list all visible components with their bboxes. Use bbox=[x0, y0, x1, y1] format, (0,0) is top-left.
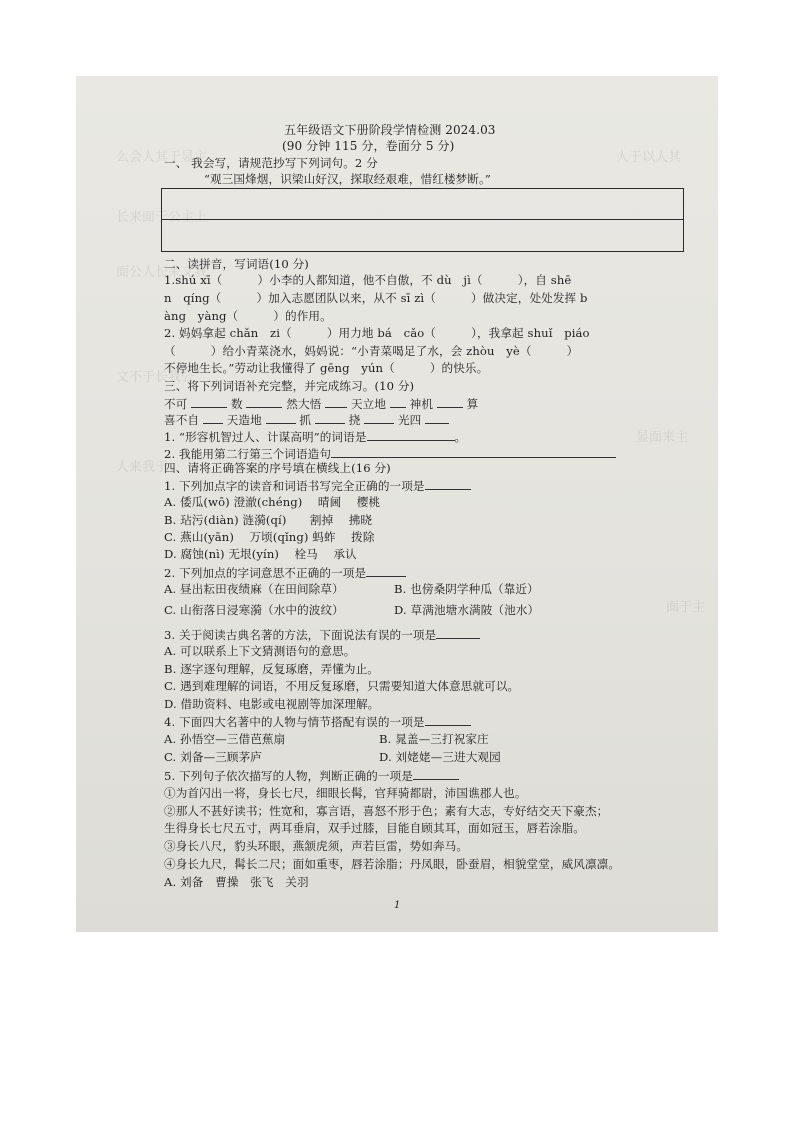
question-text: 1. “形容机智过人、计谋高明”的词语是 bbox=[164, 430, 367, 444]
pinyin-line: àng yàng（ ）的作用。 bbox=[164, 309, 332, 323]
option-item[interactable]: B. 晁盖—三打祝家庄 bbox=[379, 732, 489, 746]
question-text: 4. 下面四大名著中的人物与情节搭配有误的一项是 bbox=[164, 715, 425, 729]
idiom-fragment: 天造地 bbox=[226, 413, 262, 427]
page-number: 1 bbox=[394, 900, 401, 911]
passage-line: ④身长九尺，髯长二尺；面如重枣，唇若涂脂；丹凤眼，卧蚕眉，相貌堂堂，威风凛凛。 bbox=[164, 857, 621, 871]
bleed-through-text: 文不于长我公 bbox=[116, 370, 195, 385]
copy-writing-box[interactable] bbox=[161, 188, 684, 252]
answer-blank[interactable] bbox=[203, 412, 223, 424]
option-item[interactable]: D. 刘姥姥—三进大观园 bbox=[379, 750, 501, 764]
option-item[interactable]: A. 倭瓜(wō) 澄澈(chéng) 晴阃 樱桃 bbox=[164, 495, 381, 509]
section1-quote: “观三国烽烟，识梁山好汉，探取经艰难，惜红楼梦断。” bbox=[204, 172, 491, 186]
option-item[interactable]: A. 可以联系上下文猜测语句的意思。 bbox=[164, 644, 356, 658]
idiom-fragment: 算 bbox=[466, 397, 479, 411]
question-stem bbox=[164, 478, 471, 493]
idiom-fragment: 数 bbox=[230, 397, 243, 411]
answer-blank[interactable] bbox=[266, 412, 296, 424]
idiom-row-2 bbox=[164, 412, 449, 427]
idiom-fragment: 神机 bbox=[409, 397, 434, 411]
bleed-through-text: 面于主 bbox=[666, 600, 706, 615]
answer-blank[interactable] bbox=[436, 627, 480, 639]
option-item[interactable]: C. 燕山(yān) 万顷(qǐng) 蚂蚱 拨除 bbox=[164, 530, 375, 544]
option-item[interactable]: B. 也傍桑阴学种瓜（靠近） bbox=[394, 582, 539, 596]
answer-blank[interactable] bbox=[425, 412, 449, 424]
answer-blank[interactable] bbox=[246, 396, 282, 408]
answer-blank[interactable] bbox=[191, 396, 227, 408]
option-item[interactable]: D. 腐蚀(nì) 无垠(yín) 栓马 承认 bbox=[164, 547, 357, 561]
question-text: 5. 下列句子依次描写的人物，判断正确的一项是 bbox=[164, 769, 413, 783]
question-text: 2. 下列加点的字词意思不正确的一项是 bbox=[164, 566, 367, 580]
answer-blank[interactable] bbox=[367, 429, 455, 441]
answer-blank[interactable] bbox=[366, 565, 406, 577]
pinyin-line: （ ）给小青菜浇水，妈妈说：“小青菜喝足了水，会 zhòu yè（ ） bbox=[164, 344, 579, 358]
idiom-row-1 bbox=[164, 396, 478, 411]
answer-blank[interactable] bbox=[331, 446, 616, 458]
answer-blank[interactable] bbox=[364, 412, 394, 424]
bleed-through-text: 人于以人其 bbox=[616, 150, 682, 165]
question-text: 2. 我能用第二行第三个词语造句 bbox=[164, 447, 332, 461]
idiom-fragment: 不可 bbox=[164, 397, 188, 411]
answer-blank[interactable] bbox=[413, 768, 459, 780]
bleed-through-text: 显面来主 bbox=[636, 430, 689, 445]
pinyin-line: 2. 妈妈拿起 chǎn zi（ ）用力地 bá cǎo（ ），我拿起 shuǐ piáo bbox=[164, 326, 590, 340]
passage-line: ①为首闪出一将，身长七尺，细眼长髯，官拜骑都尉，沛国谯郡人也。 bbox=[164, 786, 527, 800]
option-item[interactable]: A. 刘备 曹操 张飞 关羽 bbox=[164, 875, 309, 889]
option-item[interactable]: A. 昼出耘田夜绩麻（在田间除草） bbox=[164, 582, 344, 596]
answer-blank[interactable] bbox=[390, 396, 406, 408]
answer-blank[interactable] bbox=[325, 396, 347, 408]
question-text: 1. 下列加点字的读音和词语书写完全正确的一项是 bbox=[164, 479, 425, 493]
answer-blank[interactable] bbox=[425, 714, 471, 726]
idiom-fragment: 然大悟 bbox=[286, 397, 322, 411]
section2-heading: 二、读拼音，写词语(10 分) bbox=[164, 257, 309, 271]
passage-line: ②那人不甚好读书；性宽和，寡言语，喜怒不形于色；素有大志，专好结交天下豪杰； bbox=[164, 804, 609, 818]
section3-question-2 bbox=[164, 446, 616, 461]
copy-box-midline bbox=[162, 219, 683, 220]
section1-heading: 一、 我会写，请规范抄写下列词句。2 分 bbox=[164, 156, 378, 170]
answer-blank[interactable] bbox=[425, 478, 471, 490]
exam-title: 五年级语文下册阶段学情检测 2024.03 bbox=[284, 123, 496, 137]
answer-blank[interactable] bbox=[315, 412, 345, 424]
exam-paper-photo bbox=[76, 76, 718, 932]
section3-heading: 三、将下列词语补充完整，并完成练习。(10 分) bbox=[164, 379, 415, 393]
pinyin-line: 不停地生长。”劳动让我懂得了 gēng yún（ ）的快乐。 bbox=[164, 361, 489, 375]
question-stem bbox=[164, 565, 406, 580]
section3-question-1: 1. “形容机智过人、计谋高明”的词语是 。 bbox=[164, 430, 467, 444]
bleed-through-text: 么会人其于显主 bbox=[116, 150, 208, 165]
option-item[interactable]: C. 遇到难理解的词语，不用反复琢磨，只需要知道大体意思就可以。 bbox=[164, 679, 520, 693]
option-item[interactable]: A. 孙悟空—三借芭蕉扇 bbox=[164, 732, 286, 746]
option-item[interactable]: D. 草满池塘水满陂（池水） bbox=[394, 603, 540, 617]
bleed-through-text: 长来面于公主上 bbox=[116, 210, 208, 225]
pinyin-line: 1.shú xī（ ）小李的人都知道，他不自傲，不 dù jì（ ），自 shē bbox=[164, 273, 572, 287]
question-stem bbox=[164, 768, 459, 783]
option-item[interactable]: B. 逐字逐句理解，反复琢磨，弄懂为止。 bbox=[164, 662, 379, 676]
question-text: 3. 关于阅读古典名著的方法，下面说法有误的一项是 bbox=[164, 628, 437, 642]
passage-line: 生得身长七尺五寸，两耳垂肩，双手过膝，目能自顾其耳，面如冠玉，唇若涂脂。 bbox=[164, 821, 585, 835]
question-stem bbox=[164, 714, 471, 729]
idiom-fragment: 喜不自 bbox=[164, 413, 200, 427]
pinyin-line: n qíng（ ）加入志愿团队以来，从不 sī zì（ ）做决定，处处发挥 b bbox=[164, 291, 588, 305]
idiom-fragment: 挠 bbox=[348, 413, 361, 427]
option-item[interactable]: D. 借助资料、电影或电视剧等加深理解。 bbox=[164, 697, 380, 711]
idiom-fragment: 天立地 bbox=[350, 397, 387, 411]
question-stem bbox=[164, 627, 480, 642]
answer-blank[interactable] bbox=[437, 396, 463, 408]
passage-line: ③身长八尺，豹头环眼，燕颔虎须，声若巨雷，势如奔马。 bbox=[164, 839, 469, 853]
option-item[interactable]: C. 山衔落日浸寒漪（水中的波纹） bbox=[164, 603, 344, 617]
option-item[interactable]: C. 刘备—三顾茅庐 bbox=[164, 750, 262, 764]
bleed-through-text: 面公人长来文我 bbox=[116, 265, 208, 280]
option-item[interactable]: B. 玷污(diàn) 涟漪(qí) 割掉 拂晓 bbox=[164, 513, 373, 527]
section4-heading: 四、请将正确答案的序号填在横线上(16 分) bbox=[164, 461, 391, 475]
idiom-fragment: 光四 bbox=[397, 413, 422, 427]
bleed-through-text: 人来我于 bbox=[116, 460, 169, 475]
idiom-fragment: 抓 bbox=[299, 413, 312, 427]
exam-subtitle: (90 分钟 115 分，卷面分 5 分) bbox=[282, 139, 455, 153]
